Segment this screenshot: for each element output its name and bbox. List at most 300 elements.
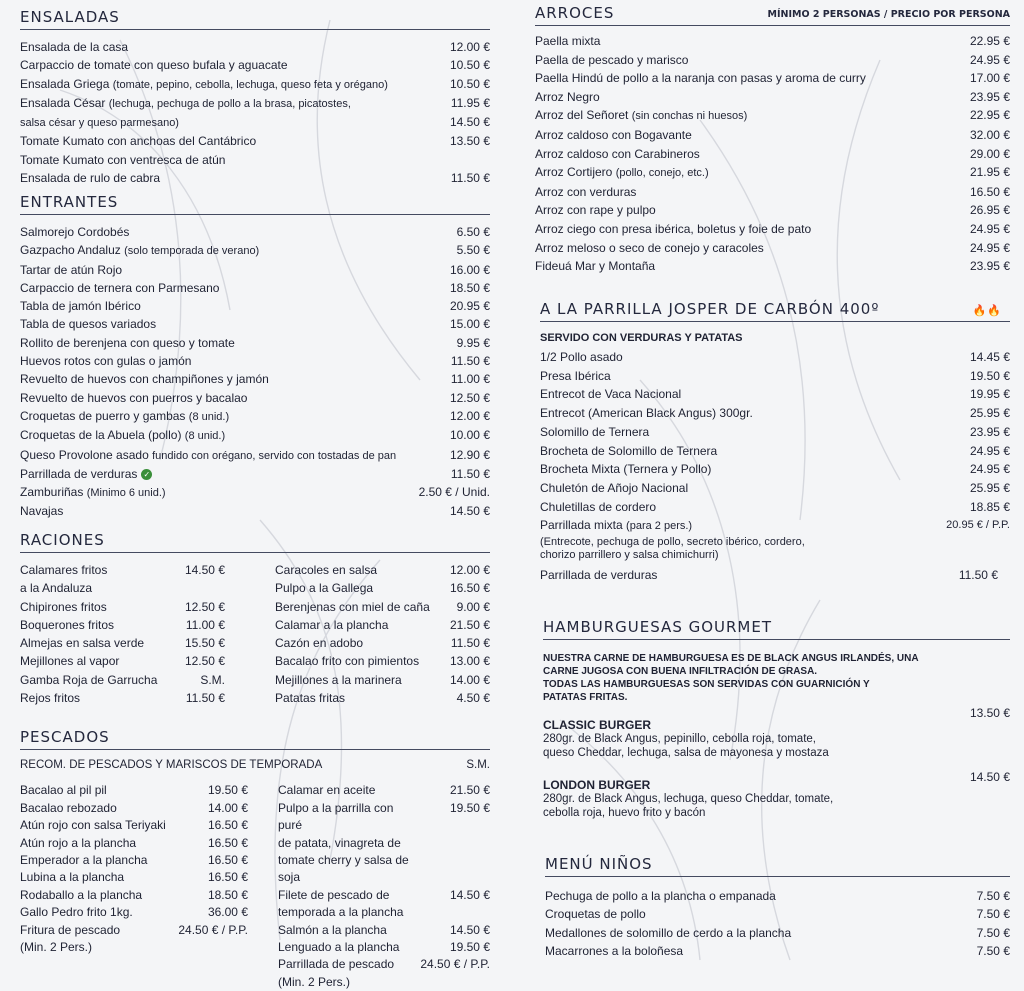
menu-item-description: (tomate, pepino, cebolla, lechuga, queso feta y orégano)	[112, 78, 388, 91]
menu-item-name: Ensalada de la casa	[20, 40, 129, 54]
menu-item-name: Solomillo de Ternera	[540, 424, 650, 439]
hamburguesas-note: NUESTRA CARNE DE HAMBURGUESA ES DE BLACK ANGUS IRLANDÉS, UNA CARNE JUGOSA CON BUENA INFILTRACIÓN DE GRASA. TODAS LAS HAMBURGUESAS SON SERVIDAS CON GUARNICIÓN Y PATATAS FRITAS.	[543, 653, 919, 703]
menu-item	[20, 579, 225, 597]
section-ensaladas	[20, 8, 490, 187]
menu-item	[275, 634, 490, 652]
menu-item	[545, 905, 1010, 923]
pescados-temporada-note: RECOM. DE PESCADOS Y MARISCOS DE TEMPORADA S.M.	[20, 759, 490, 771]
menu-item	[540, 348, 1010, 367]
menu-item	[275, 616, 490, 634]
menu-item	[20, 94, 490, 113]
menu-item	[20, 389, 490, 407]
menu-item	[275, 652, 490, 670]
menu-item-price: 19.50 €	[449, 800, 490, 815]
menu-item-price: 11.50 €	[450, 354, 490, 369]
menu-item-price: 11.00 €	[450, 372, 490, 387]
menu-item	[20, 334, 490, 352]
menu-item-price: 12.00 €	[449, 40, 490, 54]
pescados-left-list	[20, 782, 248, 956]
menu-item-description: (pollo, conejo, etc.)	[615, 167, 709, 180]
menu-item	[278, 939, 490, 956]
menu-item-price: 21.95 €	[969, 165, 1010, 180]
menu-item-name: Queso Provolone asado	[20, 447, 149, 462]
menu-item-name: Carpaccio de ternera con Parmesano	[20, 280, 220, 295]
ensaladas-list	[20, 38, 490, 187]
menu-item-price: 16.00 €	[449, 262, 490, 277]
section-title-ninos: MENÚ NIÑOS	[545, 855, 1010, 877]
menu-item-name: Chuletón de Añojo Nacional	[540, 480, 689, 495]
menu-item-price: 24.95 €	[969, 52, 1010, 67]
menu-item-name: Presa Ibérica	[540, 368, 611, 383]
menu-item-name: Tartar de atún Rojo	[20, 262, 123, 277]
section-raciones	[20, 531, 490, 711]
menu-item-description: (solo temporada de verano)	[124, 245, 260, 258]
menu-item	[535, 220, 1010, 239]
menu-item-name: Salmón a la plancha	[278, 922, 387, 937]
section-arroces	[535, 4, 1010, 276]
menu-item-price: 7.50 €	[976, 943, 1010, 958]
section-entrantes	[20, 193, 490, 521]
menu-item-name: Tomate Kumato con anchoas del Cantábrico	[20, 134, 257, 149]
menu-item-price: 9.95 €	[456, 335, 490, 350]
pescados-right-list	[278, 782, 490, 991]
menu-item	[20, 835, 248, 852]
menu-item	[540, 498, 1010, 517]
menu-item-price: 19.50 €	[207, 783, 248, 798]
menu-item	[278, 852, 490, 887]
section-parrilla	[540, 300, 1010, 584]
menu-item-price: 11.50 €	[450, 466, 490, 481]
menu-item	[535, 51, 1010, 70]
menu-item-price: 14.50 €	[449, 504, 490, 519]
menu-item-price: 12.00 €	[449, 408, 490, 423]
menu-item	[540, 460, 1010, 479]
menu-item	[20, 223, 490, 241]
menu-item-name: Paella mixta	[535, 34, 601, 48]
menu-item-name: Carpaccio de tomate con queso bufala y aguacate	[20, 58, 288, 73]
menu-item-name: Arroz Negro	[535, 89, 600, 104]
menu-item-price: 11.00 €	[185, 617, 225, 632]
menu-item-name: Revuelto de huevos con puerros y bacalao	[20, 390, 248, 405]
menu-item-price: 22.95 €	[969, 34, 1010, 48]
menu-item	[20, 151, 490, 169]
section-title-hamburguesas: HAMBURGUESAS GOURMET	[543, 618, 1010, 640]
menu-item-price: 14.00 €	[449, 672, 490, 687]
menu-item	[20, 261, 490, 279]
menu-item-name: tomate cherry y salsa de soja	[278, 852, 409, 885]
menu-item-price: 19.95 €	[969, 387, 1010, 402]
menu-item	[20, 483, 490, 502]
menu-item-price: 4.50 €	[456, 691, 490, 706]
menu-item-name: Arroz Cortijero	[535, 165, 613, 180]
menu-item-price: 24.95 €	[969, 443, 1010, 458]
menu-item-name: Arroz meloso o seco de conejo y caracoles	[535, 240, 764, 255]
menu-item	[20, 852, 248, 869]
parrilla-list	[540, 348, 1010, 516]
menu-item-name: Pechuga de pollo a la plancha o empanada	[545, 889, 776, 903]
menu-item-name: Brocheta de Solomillo de Ternera	[540, 443, 718, 458]
menu-item	[20, 407, 490, 426]
menu-item-name: temporada a la plancha	[278, 905, 404, 920]
classic-burger-item: CLASSIC BURGER 280gr. de Black Angus, pepinillo, cebolla roja, tomate, queso Cheddar, lechuga, salsa de mayonesa y mostaza 13.50 €	[543, 706, 1010, 759]
section-title-raciones: RACIONES	[20, 531, 490, 553]
menu-item	[20, 56, 490, 74]
menu-item	[275, 689, 490, 707]
menu-item-name: Atún rojo con salsa Teriyaki	[20, 818, 166, 833]
menu-item	[540, 479, 1010, 498]
menu-item-price: 6.50 €	[456, 225, 490, 239]
menu-item-description: fundido con orégano, servido con tostadas de pan	[152, 449, 397, 462]
menu-item	[540, 442, 1010, 461]
menu-item-price: 18.85 €	[969, 499, 1010, 514]
menu-item-price: 2.50 € / Unid.	[418, 485, 490, 500]
menu-item	[275, 579, 490, 597]
menu-item-price: 23.95 €	[969, 259, 1010, 274]
menu-item-price: 24.50 € / P.P.	[178, 922, 248, 937]
menu-item-name: Tabla de jamón Ibérico	[20, 299, 141, 314]
menu-item	[535, 88, 1010, 107]
menu-item	[535, 239, 1010, 258]
menu-item-name: Entrecot (American Black Angus) 300gr.	[540, 406, 753, 421]
parrilla-mixta-row: Parrillada mixta (para 2 pers.) 20.95 € / P.P.	[540, 516, 1010, 535]
menu-item-name: Ensalada de rulo de cabra	[20, 171, 161, 186]
menu-item	[278, 956, 490, 973]
menu-item-name: Calamares fritos	[20, 563, 108, 577]
menu-item	[20, 113, 490, 132]
menu-item-name: Lubina a la plancha	[20, 870, 125, 885]
menu-item	[20, 352, 490, 370]
menu-item-price: 7.50 €	[976, 889, 1010, 903]
menu-item-name: Emperador a la plancha	[20, 852, 148, 867]
menu-item-name: Berenjenas con miel de caña	[275, 599, 430, 614]
menu-item-name: Gazpacho Andaluz	[20, 243, 121, 258]
menu-item-name: Arroz con rape y pulpo	[535, 203, 656, 218]
menu-item-name: Filete de pescado de	[278, 887, 390, 902]
menu-item-price: 23.95 €	[969, 89, 1010, 104]
menu-item-name: Medallones de solomillo de cerdo a la plancha	[545, 925, 792, 940]
menu-item-price: 24.95 €	[969, 462, 1010, 477]
menu-item-price: 14.50 €	[449, 922, 490, 937]
menu-item-price: 12.50 €	[184, 599, 225, 614]
menu-item-price: 10.50 €	[449, 76, 490, 91]
menu-item	[20, 75, 490, 94]
menu-item	[535, 126, 1010, 145]
menu-item	[275, 671, 490, 689]
menu-item	[20, 922, 248, 939]
vegetarian-leaf-icon: ✓	[141, 469, 152, 480]
menu-item-name: Brocheta Mixta (Ternera y Pollo)	[540, 462, 712, 477]
menu-item-name: Bacalao al pil pil	[20, 783, 107, 798]
menu-item	[535, 201, 1010, 220]
menu-item	[535, 183, 1010, 202]
menu-item-name: Chipirones fritos	[20, 599, 107, 614]
section-pescados	[20, 728, 490, 989]
menu-item-name: Bacalao rebozado	[20, 800, 117, 815]
menu-item-price: 7.50 €	[976, 925, 1010, 940]
menu-item	[20, 279, 490, 297]
menu-item	[275, 598, 490, 616]
section-hamburguesas	[543, 618, 1010, 820]
menu-item	[20, 598, 225, 616]
menu-item-name: Gallo Pedro frito 1kg.	[20, 905, 133, 920]
menu-item-name: Parrillada de verduras	[20, 466, 138, 481]
menu-item-price: 16.50 €	[969, 184, 1010, 199]
menu-item-name: Huevos rotos con gulas o jamón	[20, 354, 192, 369]
menu-item-name: Navajas	[20, 504, 64, 519]
menu-item-name: Gamba Roja de Garrucha	[20, 672, 158, 687]
menu-item-description: (lechuga, pechuga de pollo a la brasa, picatostes,	[108, 97, 351, 110]
menu-item-name: Parrillada de pescado	[278, 957, 395, 972]
flame-icon: 🔥🔥	[972, 304, 1002, 317]
menu-item	[20, 561, 225, 579]
menu-item	[20, 297, 490, 315]
menu-item-price: 14.50 €	[449, 887, 490, 902]
london-burger-item: LONDON BURGER 280gr. de Black Angus, lechuga, queso Cheddar, tomate, cebolla roja, huevo frito y bacón 14.50 €	[543, 770, 1010, 819]
menu-item-price: 10.00 €	[449, 428, 490, 443]
menu-item-name: Bacalao frito con pimientos	[275, 654, 420, 669]
menu-item	[535, 145, 1010, 164]
menu-item	[540, 404, 1010, 423]
menu-item-price: 9.00 €	[456, 599, 490, 614]
menu-item-price: 14.50 €	[184, 563, 225, 577]
menu-item-price: 18.50 €	[207, 887, 248, 902]
menu-item	[20, 502, 490, 520]
menu-item-name: Rodaballo a la plancha	[20, 887, 143, 902]
parrilla-mixta-name: Parrillada mixta	[540, 518, 623, 533]
menu-item	[20, 241, 490, 260]
menu-item	[20, 370, 490, 388]
menu-item	[278, 800, 490, 835]
menu-item-price: 11.50 €	[185, 691, 225, 706]
menu-item	[20, 904, 248, 921]
menu-item-price: S.M.	[200, 672, 225, 687]
menu-item-name: Paella de pescado y marisco	[535, 52, 689, 67]
menu-item-description: (8 unid.)	[184, 430, 226, 443]
menu-item-name: Macarrones a la boloñesa	[545, 943, 684, 958]
menu-item-name: Calamar en aceite	[278, 783, 376, 798]
menu-item-price: 13.50 €	[449, 134, 490, 149]
menu-item-price: 5.50 €	[456, 243, 490, 258]
menu-item-price: 11.95 €	[450, 95, 490, 110]
menu-item	[20, 800, 248, 817]
menu-item-price: 25.95 €	[969, 406, 1010, 421]
menu-item-name: Pulpo a la parrilla con puré	[278, 800, 394, 833]
menu-item-name: Fideuá Mar y Montaña	[535, 259, 656, 274]
arroces-list	[535, 32, 1010, 276]
menu-item	[20, 426, 490, 445]
parrilla-verduras-row: Parrillada de verduras 11.50 €	[540, 567, 998, 582]
menu-item-name: Ensalada César	[20, 95, 106, 110]
menu-item-price: 12.90 €	[449, 447, 490, 462]
menu-item	[20, 38, 490, 56]
menu-item-price: 24.50 € / P.P.	[420, 957, 490, 972]
raciones-left-list	[20, 561, 225, 707]
menu-item-name: Atún rojo a la plancha	[20, 835, 137, 850]
section-title-pescados: PESCADOS	[20, 728, 490, 750]
menu-item	[20, 671, 225, 689]
menu-item-name: Mejillones al vapor	[20, 654, 120, 669]
menu-item-name: a la Andaluza	[20, 581, 93, 596]
raciones-right-list	[275, 561, 490, 707]
menu-item	[20, 446, 490, 465]
entrantes-list	[20, 223, 490, 521]
menu-item-name: Arroz con verduras	[535, 184, 637, 199]
menu-item-name: Patatas fritas	[275, 691, 346, 706]
menu-item-name: Pulpo a la Gallega	[275, 581, 374, 596]
menu-item	[540, 423, 1010, 442]
ninos-list	[545, 887, 1010, 960]
menu-item-price: 14.50 €	[449, 115, 490, 130]
menu-item-price: 16.50 €	[207, 870, 248, 885]
menu-item	[20, 689, 225, 707]
menu-item-name: Entrecot de Vaca Nacional	[540, 387, 682, 402]
section-ninos	[545, 855, 1010, 960]
menu-item-name: Tabla de quesos variados	[20, 317, 157, 332]
menu-item	[20, 652, 225, 670]
menu-item-name: Paella Hindú de pollo a la naranja con pasas y aroma de curry	[535, 71, 866, 86]
menu-item	[278, 904, 490, 921]
menu-item-name: Salmorejo Cordobés	[20, 225, 130, 239]
menu-item-price: 26.95 €	[969, 203, 1010, 218]
menu-item-price: 16.50 €	[207, 835, 248, 850]
menu-item-price: 11.50 €	[450, 636, 490, 651]
menu-item-price: 14.00 €	[207, 800, 248, 815]
menu-item-name: Chuletillas de cordero	[540, 499, 657, 514]
menu-item-name: 1/2 Pollo asado	[540, 350, 623, 364]
menu-item-price: 17.00 €	[969, 71, 1010, 86]
menu-item-price: 24.95 €	[969, 240, 1010, 255]
menu-item	[535, 69, 1010, 88]
menu-item-price: 16.50 €	[449, 581, 490, 596]
menu-item	[20, 782, 248, 799]
menu-item-price: 22.95 €	[969, 108, 1010, 123]
menu-item-name: Arroz del Señoret	[535, 108, 629, 123]
menu-item	[535, 106, 1010, 126]
menu-item-name: Boquerones fritos	[20, 617, 115, 632]
menu-item-name: Rollito de berenjena con queso y tomate	[20, 335, 235, 350]
menu-item-name: Rejos fritos	[20, 691, 81, 706]
menu-item-description: (sin conchas ni huesos)	[631, 110, 748, 123]
menu-item	[20, 465, 490, 483]
menu-item-price: 12.50 €	[449, 390, 490, 405]
menu-item-name: Arroz ciego con presa ibérica, boletus y foie de pato	[535, 221, 812, 236]
section-title-arroces: ARROCES MÍNIMO 2 PERSONAS / PRECIO POR PERSONA	[535, 4, 1010, 26]
menu-item-price: 36.00 €	[207, 905, 248, 920]
menu-item-description: (8 unid.)	[188, 410, 230, 423]
menu-item-price: 23.95 €	[969, 424, 1010, 439]
parrilla-mixta-price: 20.95 € / P.P.	[946, 519, 1010, 532]
menu-item-name: de patata, vinagreta de	[278, 835, 401, 850]
menu-item	[20, 869, 248, 886]
parrilla-mixta-desc: (Entrecote, pechuga de pollo, secreto ibérico, cordero, chorizo parrillero y salsa chimichurri)	[540, 535, 805, 561]
menu-item-description: salsa césar y queso parmesano)	[20, 117, 179, 130]
arroces-min-note: MÍNIMO 2 PERSONAS / PRECIO POR PERSONA	[767, 9, 1010, 20]
menu-item-name: Almejas en salsa verde	[20, 636, 145, 651]
menu-item-price: 32.00 €	[969, 127, 1010, 142]
menu-item	[540, 367, 1010, 386]
section-title-parrilla: A LA PARRILLA JOSPER DE CARBÓN 400º 🔥🔥	[540, 300, 1010, 322]
menu-item-price: 19.50 €	[449, 939, 490, 954]
menu-item-price: 11.50 €	[450, 171, 490, 186]
menu-item-name: Arroz caldoso con Carabineros	[535, 146, 700, 161]
menu-item-price: 12.50 €	[184, 654, 225, 669]
menu-item-name: (Min. 2 Pers.)	[20, 939, 93, 954]
menu-item	[20, 634, 225, 652]
menu-item	[545, 924, 1010, 942]
menu-item-name: Calamar a la plancha	[275, 617, 389, 632]
menu-item	[278, 782, 490, 799]
menu-item	[278, 835, 490, 852]
menu-item-price: 7.50 €	[976, 907, 1010, 922]
menu-item	[545, 942, 1010, 960]
menu-item-price: 21.50 €	[449, 617, 490, 632]
menu-item-price: 12.00 €	[449, 563, 490, 577]
menu-item-name: Croquetas de la Abuela (pollo)	[20, 428, 182, 443]
menu-item-price: 16.50 €	[207, 818, 248, 833]
menu-item-price: 15.00 €	[449, 317, 490, 332]
menu-item-price: 16.50 €	[207, 852, 248, 867]
menu-item	[540, 385, 1010, 404]
classic-burger-price: 13.50 €	[969, 706, 1010, 720]
menu-item	[535, 32, 1010, 51]
menu-item-name: Ensalada Griega	[20, 76, 110, 91]
parrilla-note: SERVIDO CON VERDURAS Y PATATAS	[540, 332, 743, 344]
menu-item-price: 14.45 €	[969, 350, 1010, 364]
menu-item	[535, 163, 1010, 183]
menu-item	[535, 257, 1010, 276]
menu-item-price: 25.95 €	[969, 480, 1010, 495]
menu-item-name: Mejillones a la marinera	[275, 672, 402, 687]
menu-item-name: Lenguado a la plancha	[278, 939, 400, 954]
section-title-ensaladas: ENSALADAS	[20, 8, 490, 30]
menu-item-price: 18.50 €	[449, 280, 490, 295]
menu-item-name: Tomate Kumato con ventresca de atún	[20, 152, 226, 167]
section-title-entrantes: ENTRANTES	[20, 193, 490, 215]
menu-item-name: Fritura de pescado	[20, 922, 121, 937]
menu-item-name: Cazón en adobo	[275, 636, 364, 651]
london-burger-price: 14.50 €	[969, 770, 1010, 784]
menu-item-price: 15.50 €	[184, 636, 225, 651]
menu-item-name: Revuelto de huevos con champiñones y jamón	[20, 372, 269, 387]
menu-item-price: 21.50 €	[449, 783, 490, 798]
menu-item	[20, 817, 248, 834]
menu-item-price: 29.00 €	[969, 146, 1010, 161]
menu-item	[20, 939, 248, 956]
menu-item-price: 10.50 €	[449, 58, 490, 73]
menu-item	[20, 132, 490, 150]
menu-item	[545, 887, 1010, 905]
menu-item	[20, 616, 225, 634]
menu-item-name: Arroz caldoso con Bogavante	[535, 127, 692, 142]
menu-item	[278, 922, 490, 939]
menu-item-description: (Minimo 6 unid.)	[86, 487, 166, 500]
menu-item-price: 13.00 €	[449, 654, 490, 669]
menu-item	[278, 887, 490, 904]
menu-item-name: Croquetas de puerro y gambas	[20, 408, 186, 423]
menu-item-price: 20.95 €	[449, 299, 490, 314]
menu-item	[278, 974, 490, 991]
menu-item-price: 24.95 €	[969, 221, 1010, 236]
menu-item-name: Croquetas de pollo	[545, 907, 646, 922]
menu-item	[20, 887, 248, 904]
menu-item	[20, 169, 490, 187]
menu-item	[275, 561, 490, 579]
menu-item	[20, 315, 490, 333]
menu-item-name: Zamburiñas	[20, 485, 84, 500]
menu-item-name: (Min. 2 Pers.)	[278, 974, 351, 989]
menu-item-name: Caracoles en salsa	[275, 563, 378, 577]
menu-item-price: 19.50 €	[969, 368, 1010, 383]
